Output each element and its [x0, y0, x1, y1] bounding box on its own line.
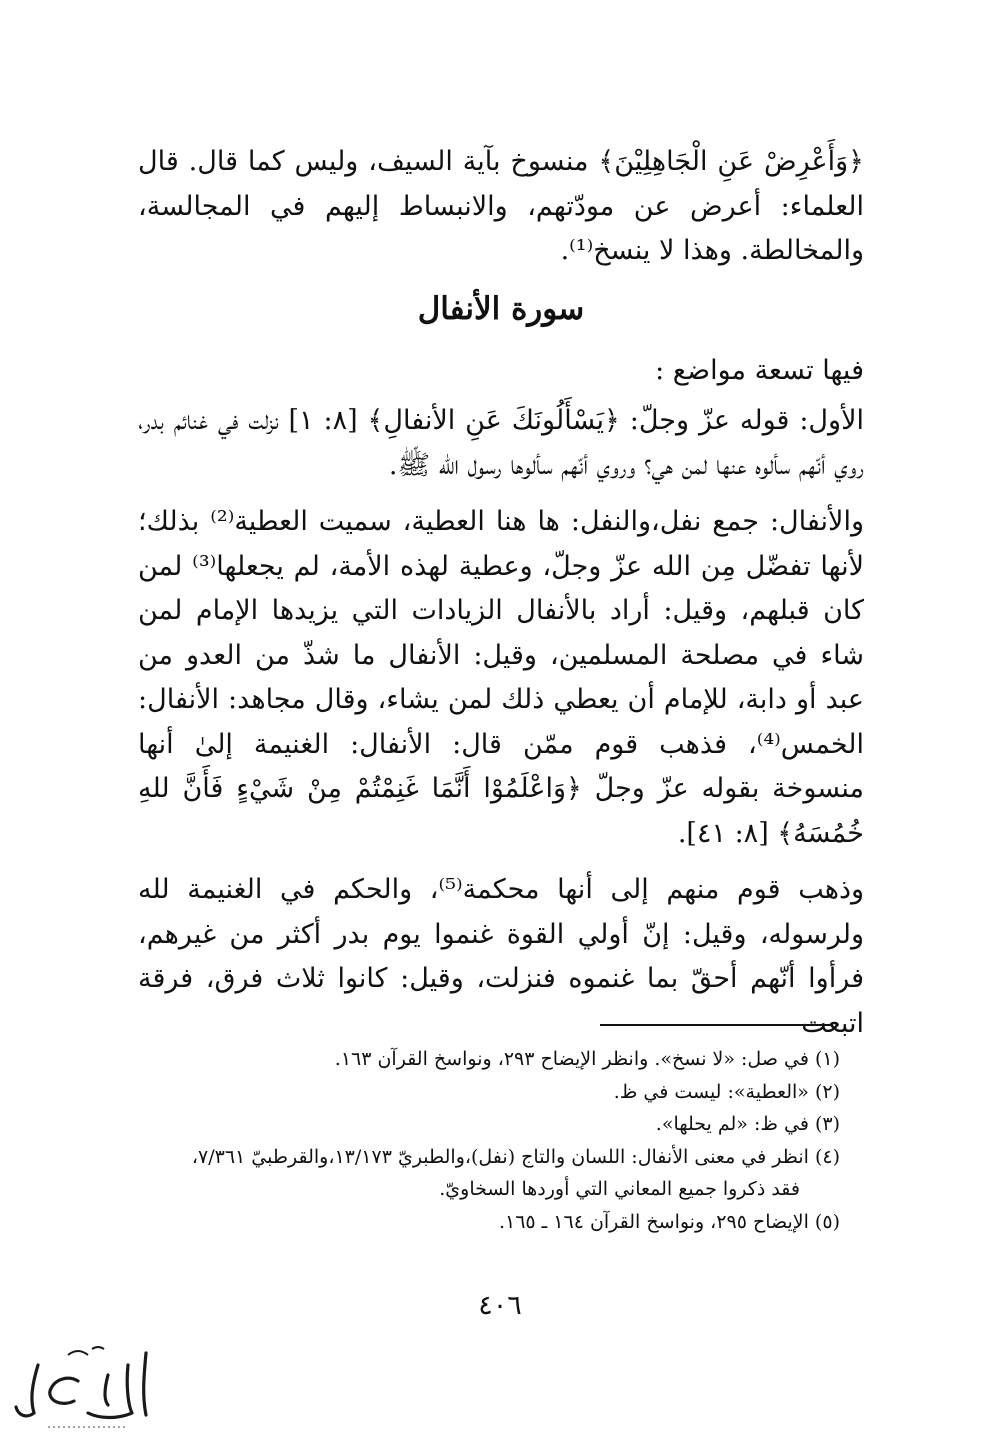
page-number: ٤٠٦ [478, 1290, 522, 1321]
surah-heading: سورة الأنفال [417, 290, 585, 327]
paragraph-intro-ayah: ﴿وَأَعْرِضْ عَنِ الْجَاهِلِيْنَ﴾ منسوخ بآية السيف، وليس كما قال. قال العلماء: أعرض عن مودّتهم، والانبساط إليهم في المجالسة، والمخالطة. وهذا لا ينسخ⁽¹⁾. [138, 146, 864, 266]
paragraph-anfal-definition: والأنفال: جمع نفل،والنفل: ها هنا العطية، سميت العطية⁽²⁾ بذلك؛ لأنها تفضّل مِن الله عزّ وجلّ، وعطية لهذه الأمة، لم يجعلها⁽³⁾ لمن كان قبلهم، وقيل: أراد بالأنفال الزيادات التي يزيدها الإمام لمن شاء في مصلحة المسلمين، وقيل: الأنفال ما شذّ من العدو من عبد أو دابة، للإمام أن يعطي ذلك لمن يشاء، وقال مجاهد: الأنفال: الخمس⁽⁴⁾، فذهب قوم ممّن قال: الأنفال: الغنيمة إلىٰ أنها منسوخة بقوله عزّ وجلّ ﴿وَاعْلَمُوْا أَنَّمَا غَنِمْتُمْ مِنْ شَيْءٍ فَأَنَّ للهِ خُمُسَهُ﴾ [٨: ٤١]. [138, 506, 864, 849]
footnote-4-continuation: فقد ذكروا جميع المعاني التي أوردها السخاويّ. [439, 1178, 800, 1200]
footnote-2: (٢) «العطية»: ليست في ظ. [613, 1080, 840, 1103]
footnotes [160, 1043, 840, 1238]
page-body [138, 140, 864, 1046]
footnote-3: (٣) في ظ: «لم يحلها». [655, 1113, 840, 1135]
paragraph-first-position: الأول: قوله عزّ وجلّ: ﴿يَسْأَلُونَكَ عَنِ الأنفالِ﴾ [٨: ١] نزلت في غنائم بدر، روي أنّهم سألوه عنها لمن هي؟ وروي أنّهم سألوها رسول الله ﷺ. [138, 405, 864, 481]
calligraphy-logo [8, 1335, 158, 1435]
footnote-separator [600, 1024, 832, 1026]
positions-count-line: فيها تسعة مواضع : [655, 354, 864, 386]
footnote-5: (٥) الإيضاح ٢٩٥، ونواسخ القرآن ١٦٤ ـ ١٦٥. [498, 1210, 840, 1233]
paragraph-muhkama: وذهب قوم منهم إلى أنها محكمة⁽⁵⁾، والحكم في الغنيمة لله ولرسوله، وقيل: إنّ أولي القوة غنموا يوم بدر أكثر من غيرهم، فرأوا أنّهم أحقّ بما غنموه فنزلت، وقيل: كانوا ثلاث فرق، فرقة اتبعت [138, 874, 865, 1039]
footnote-4: (٤) انظر في معنى الأنفال: اللسان والتاج (نفل)،والطبريّ ١٣/١٧٣،والقرطبيّ ٧/٣٦١، [191, 1145, 840, 1168]
footnote-1: (١) في صل: «لا نسخ». وانظر الإيضاح ٢٩٣، ونواسخ القرآن ١٦٣. [334, 1048, 840, 1070]
